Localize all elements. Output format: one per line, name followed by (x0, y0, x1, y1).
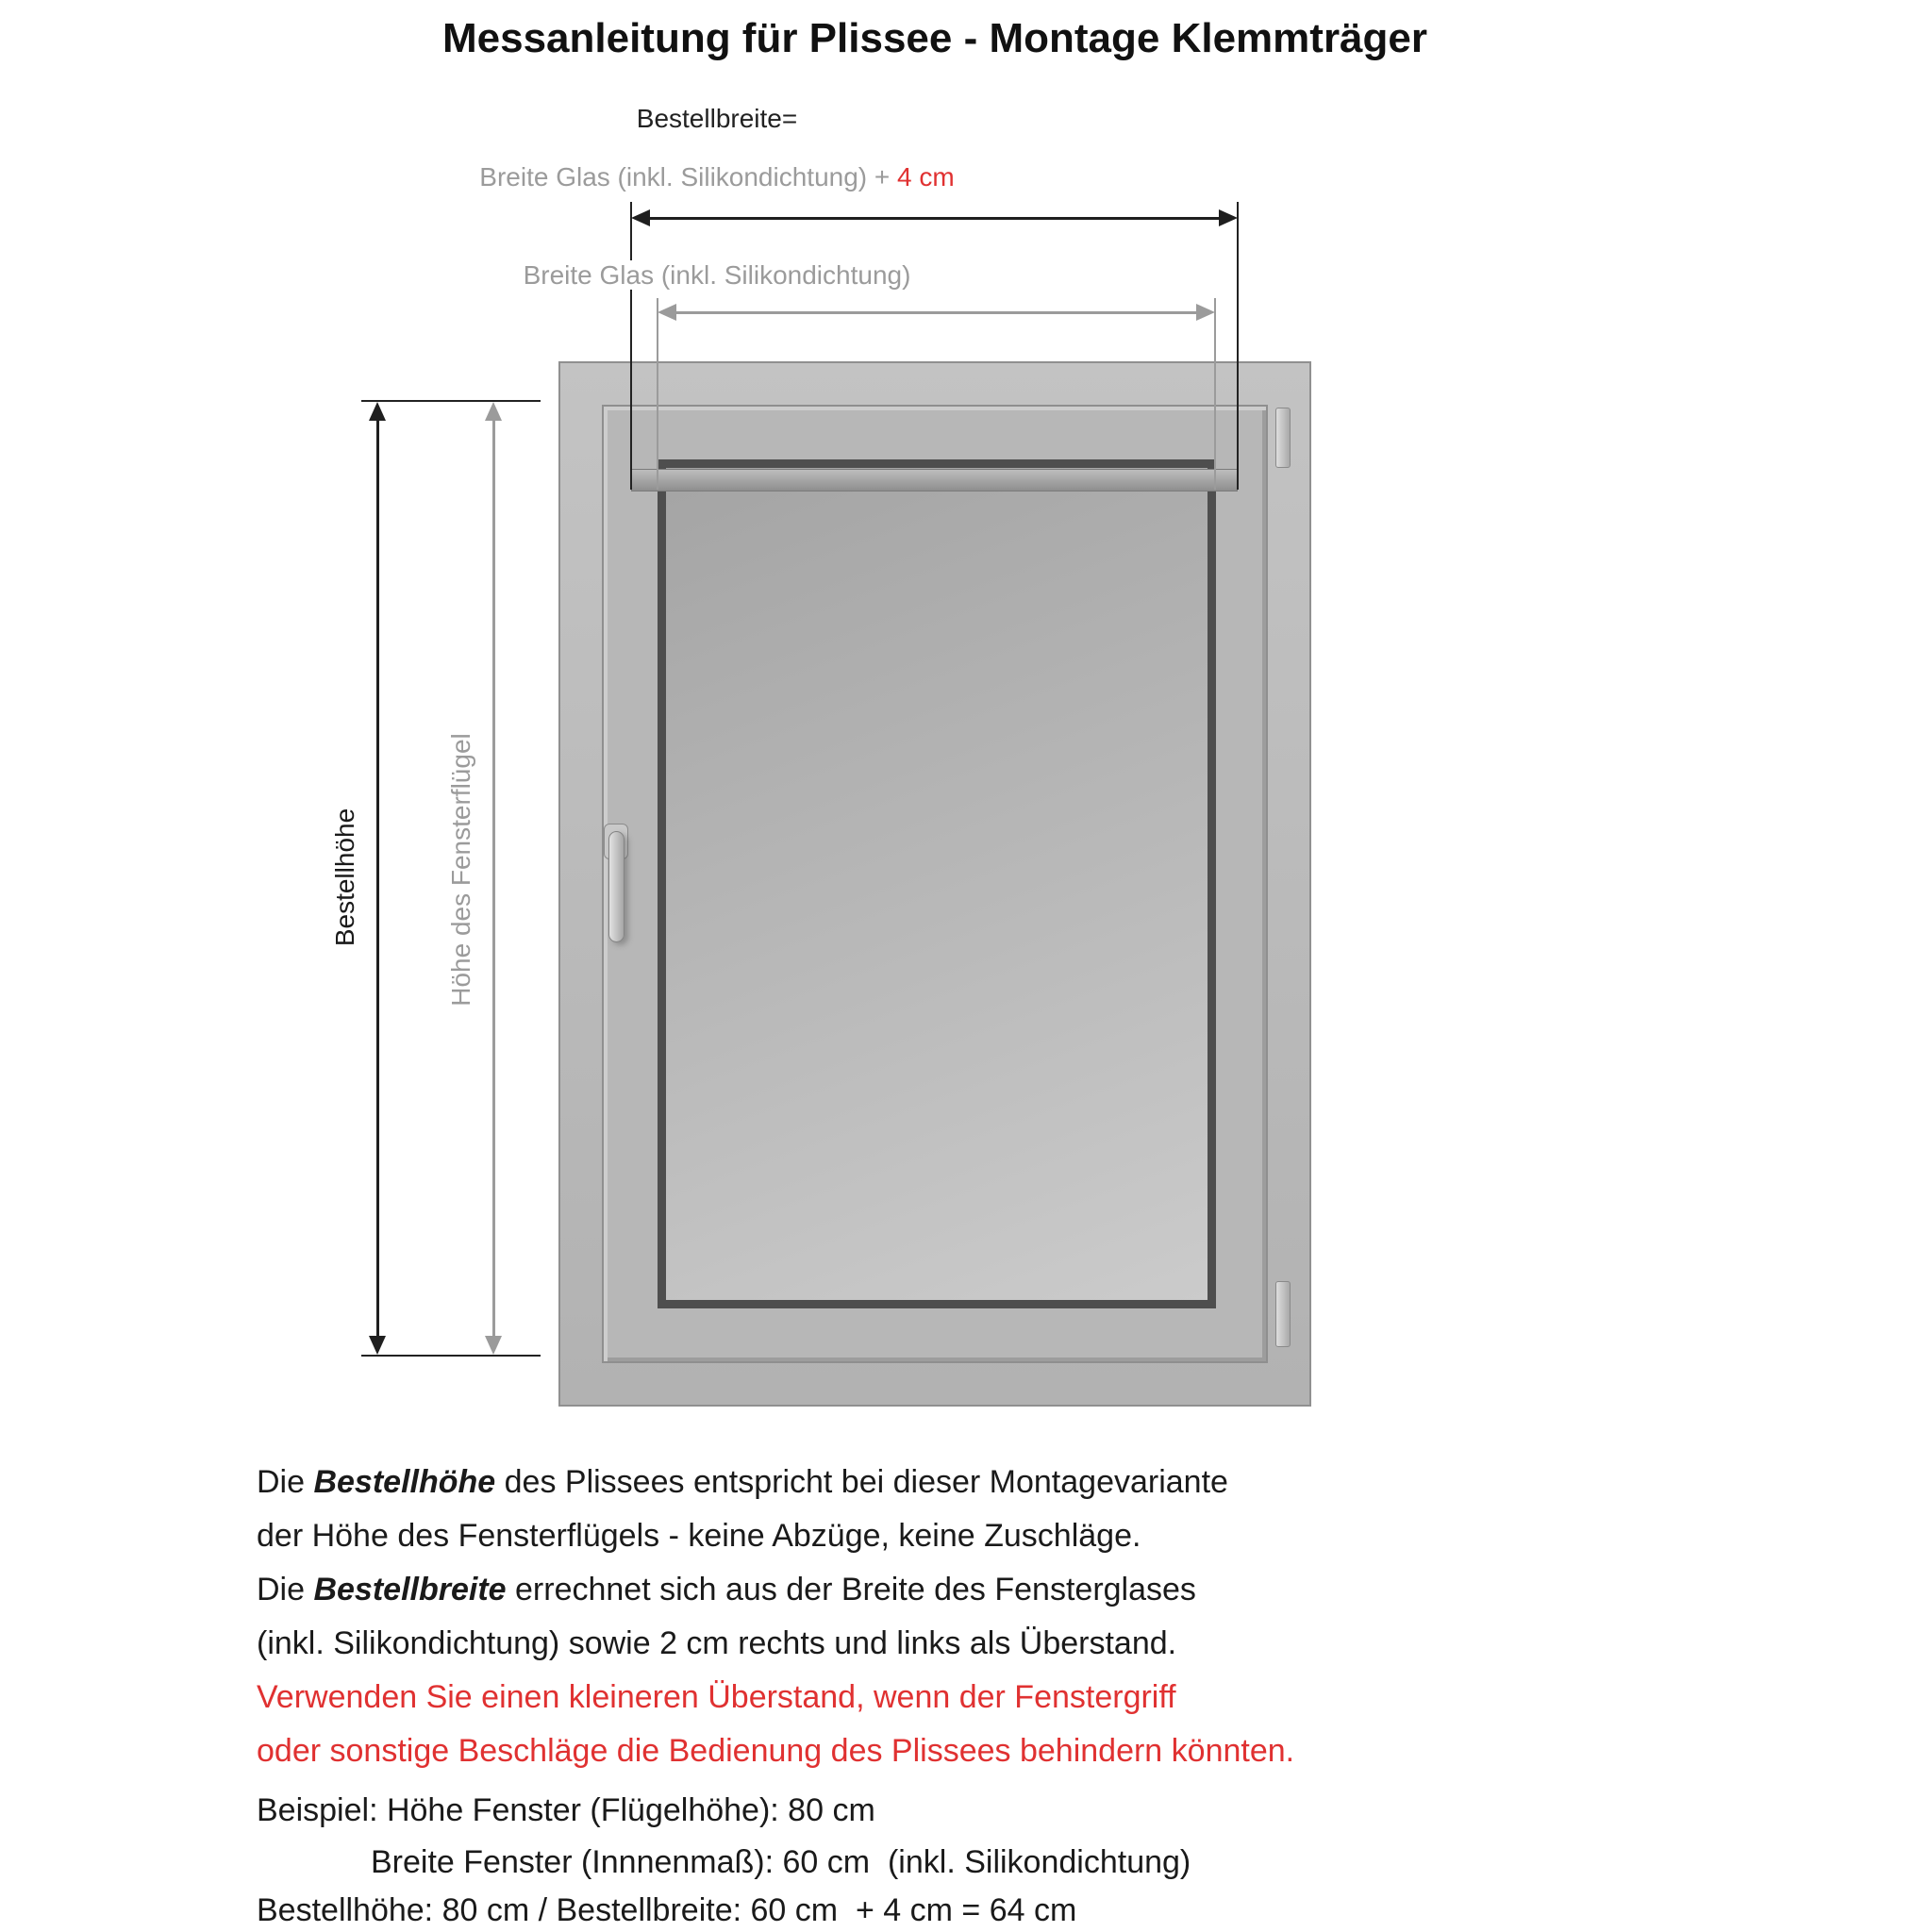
emphasis-bestellbreite: Bestellbreite (313, 1572, 507, 1607)
arrowhead-up-icon (369, 402, 386, 421)
arrowhead-right-icon (1219, 209, 1238, 226)
arrow-line (376, 407, 379, 1350)
arrow-line (492, 407, 495, 1350)
extension-line-order-width-right (1237, 202, 1239, 490)
arrowhead-down-icon (485, 1336, 502, 1355)
warning-line-2: oder sonstige Beschläge die Bedienung des Plissees behindern könnten. (257, 1733, 1295, 1769)
page-title: Messanleitung für Plissee - Montage Klemmträger (441, 15, 1428, 61)
plissee-headrail (631, 469, 1238, 491)
handle-grip (608, 831, 625, 942)
arrowhead-right-icon (1196, 304, 1215, 321)
extension-line-height-top (361, 400, 541, 402)
glass-width-plus-label (245, 162, 1189, 192)
hinge-bottom (1275, 1281, 1291, 1347)
hinge-top (1275, 408, 1291, 468)
extension-line-order-width-left (630, 202, 632, 490)
arrow-line (662, 311, 1210, 314)
order-height-label: Bestellhöhe (330, 808, 359, 947)
example-line-3: Bestellhöhe: 80 cm / Bestellbreite: 60 cm + 4 cm = 64 cm (257, 1892, 1077, 1928)
example-line-2: Breite Fenster (Innnenmaß): 60 cm (inkl. Silikondichtung) (371, 1844, 1191, 1880)
glass-width-label: Breite Glas (inkl. Silikondichtung) (245, 260, 1189, 291)
text-run: errechnet sich aus der Breite des Fensterglases (506, 1572, 1196, 1607)
order-width-label: Bestellbreite= (245, 104, 1189, 134)
glass-width-plus-prefix: Breite Glas (inkl. Silikondichtung) + (479, 162, 898, 192)
extension-line-glass-width-left (657, 298, 658, 490)
text-run: Die (257, 1464, 314, 1500)
extension-line-glass-width-right (1214, 298, 1216, 490)
arrowhead-left-icon (631, 209, 650, 226)
arrowhead-up-icon (485, 402, 502, 421)
glass-width-plus-value: 4 cm (897, 162, 955, 192)
description-line-4: (inkl. Silikondichtung) sowie 2 cm rechts und links als Überstand. (257, 1625, 1177, 1661)
arrowhead-left-icon (658, 304, 676, 321)
window-glass (658, 459, 1216, 1308)
description-line-3 (257, 1572, 1196, 1608)
window-handle (604, 824, 641, 946)
text-run: Die (257, 1572, 314, 1607)
sash-height-label: Höhe des Fensterflügel (446, 733, 475, 1007)
description-line-1 (257, 1464, 1228, 1501)
window-frame (558, 361, 1311, 1407)
text-run: des Plissees entspricht bei dieser Montagevariante (495, 1464, 1228, 1500)
arrowhead-down-icon (369, 1336, 386, 1355)
emphasis-bestellhoehe: Bestellhöhe (313, 1464, 496, 1500)
description-line-2: der Höhe des Fensterflügels - keine Abzüge, keine Zuschläge. (257, 1518, 1141, 1554)
warning-line-1: Verwenden Sie einen kleineren Überstand, wenn der Fenstergriff (257, 1679, 1176, 1715)
example-line-1: Beispiel: Höhe Fenster (Flügelhöhe): 80 cm (257, 1792, 875, 1828)
arrow-line (636, 217, 1233, 220)
extension-line-height-bottom (361, 1355, 541, 1357)
